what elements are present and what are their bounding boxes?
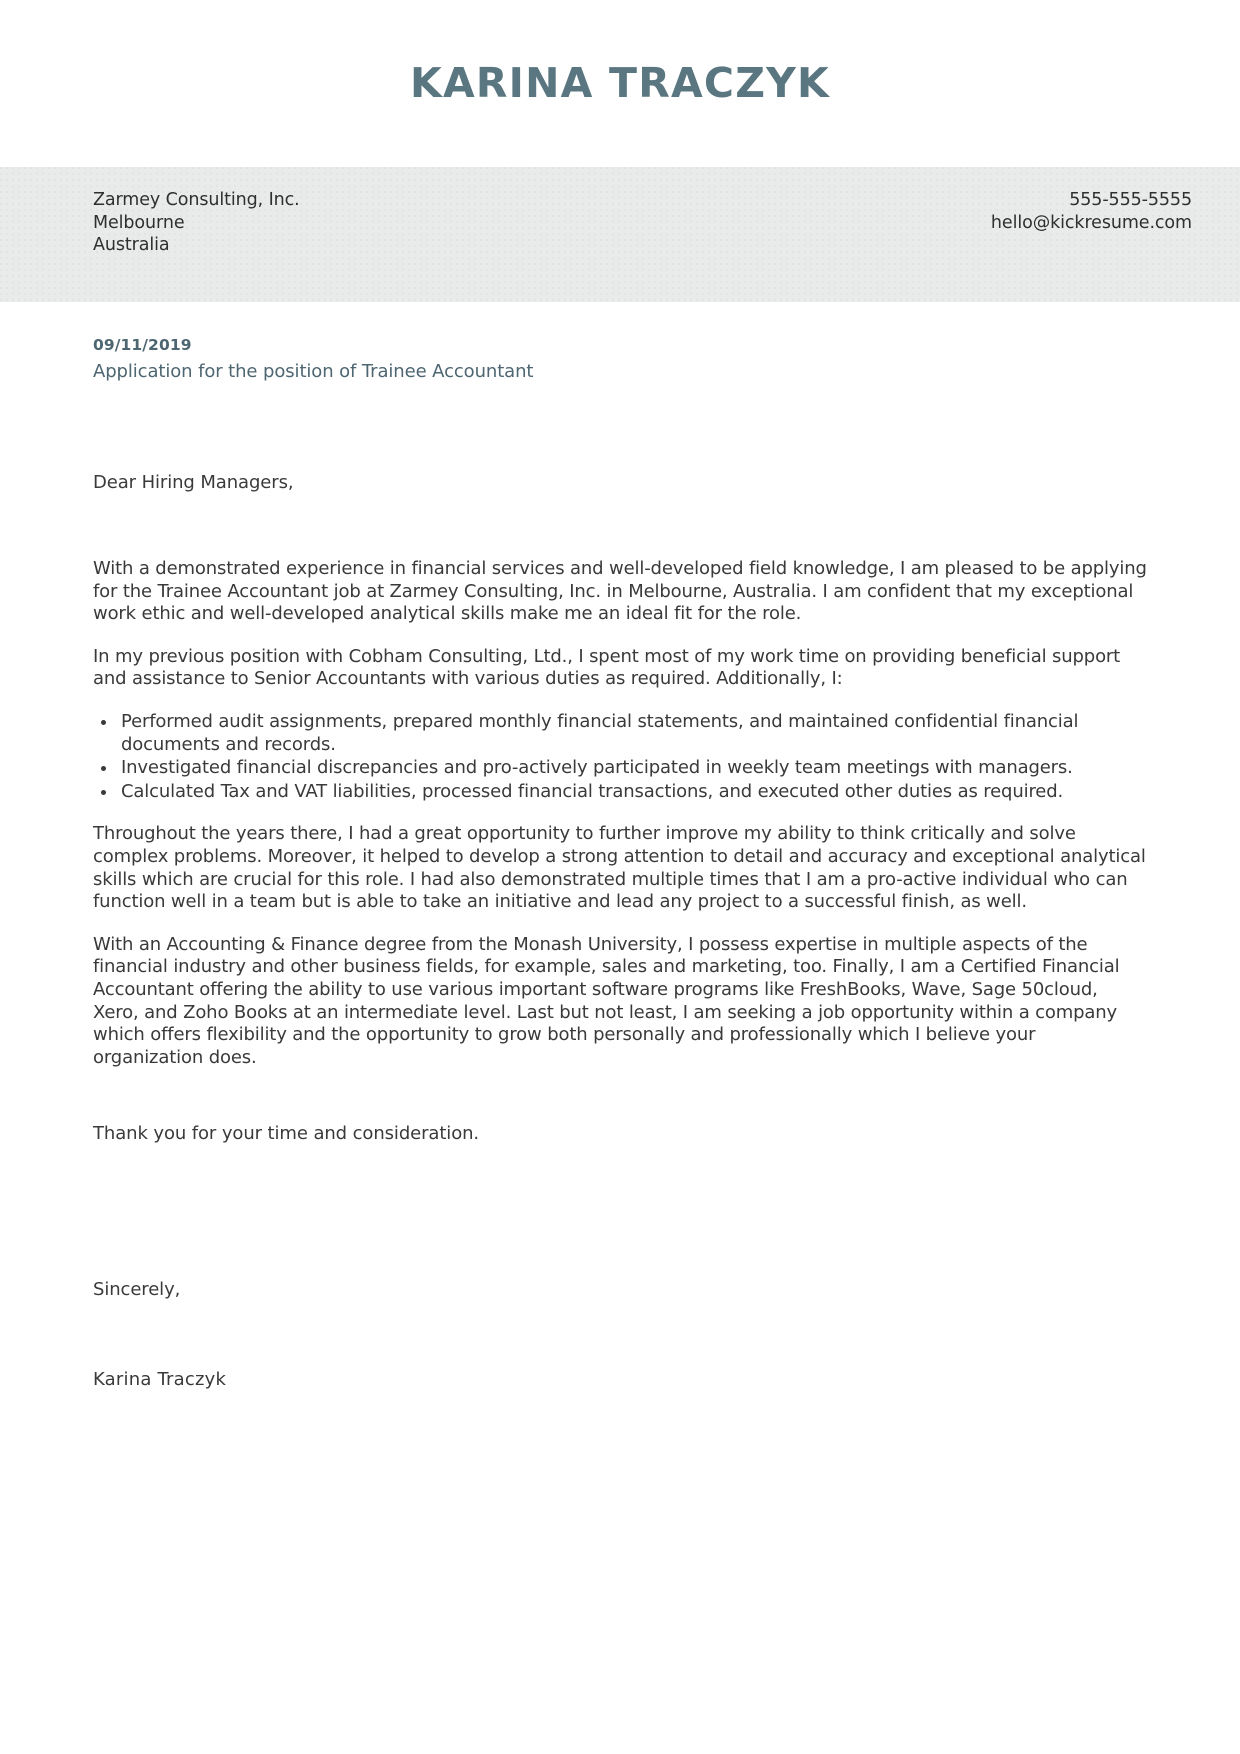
contact-band xyxy=(0,167,1240,302)
recipient-country: Australia xyxy=(93,235,170,255)
list-item: Investigated financial discrepancies and pro-actively participated in weekly team meetings with managers. xyxy=(121,757,1147,780)
recipient-address-block xyxy=(93,189,300,257)
applicant-name: KARINA TRACZYK xyxy=(410,59,830,107)
salutation: Dear Hiring Managers, xyxy=(93,472,294,493)
letter-date: 09/11/2019 xyxy=(93,336,192,354)
signature-name: Karina Traczyk xyxy=(93,1369,227,1391)
letter-header xyxy=(0,0,1240,167)
thanks-line: Thank you for your time and consideration. xyxy=(93,1123,480,1145)
letter-content xyxy=(93,558,1147,1069)
letter-meta xyxy=(93,334,1147,385)
list-item: Performed audit assignments, prepared monthly financial statements, and maintained confidential financial documents and records. xyxy=(121,711,1147,756)
achievements-list xyxy=(93,711,1147,803)
list-item: Calculated Tax and VAT liabilities, processed financial transactions, and executed other duties as required. xyxy=(121,781,1147,804)
recipient-company: Zarmey Consulting, Inc. xyxy=(93,190,300,210)
paragraph: In my previous position with Cobham Consulting, Ltd., I spent most of my work time on providing beneficial support and assistance to Senior Accountants with various duties as required. Additionally, I: xyxy=(93,645,1121,690)
recipient-city: Melbourne xyxy=(93,212,185,233)
sign-off: Sincerely, xyxy=(93,1279,181,1301)
sender-contact-block xyxy=(991,189,1192,234)
letter-body xyxy=(0,302,1240,1393)
paragraph: With an Accounting & Finance degree from the Monash University, I possess expertise in multiple aspects of the financial industry and other business fields, for example, sales and marketing, too. Finally, I am a Certified Financial Accountant offering the ability to use various important software programs like FreshBooks, Wave, Sage 50cloud, Xero, and Zoho Books at an intermediate level. Last but not least, I am seeking a job opportunity within a company which offers flexibility and the opportunity to grow both personally and professionally which I believe your organization does. xyxy=(93,933,1120,1068)
paragraph: Throughout the years there, I had a great opportunity to further improve my ability to think critically and solve complex problems. Moreover, it helped to develop a strong attention to detail and accuracy and exceptional analytical skills which are crucial for this role. I had also demonstrated multiple times that I am a pro-active individual who can function well in a team but is able to take an initiative and lead any project to a successful finish, as well. xyxy=(93,823,1146,913)
sender-email[interactable]: hello@kickresume.com xyxy=(990,212,1192,233)
sender-phone: 555-555-5555 xyxy=(1069,190,1192,210)
letter-subject: Application for the position of Trainee Accountant xyxy=(93,361,534,382)
paragraph: With a demonstrated experience in financial services and well-developed field knowledge, I am pleased to be applying for the Trainee Accountant job at Zarmey Consulting, Inc. in Melbourne, Australia. I am confident that my exceptional work ethic and well-developed analytical skills make me an ideal fit for the role. xyxy=(93,558,1147,625)
